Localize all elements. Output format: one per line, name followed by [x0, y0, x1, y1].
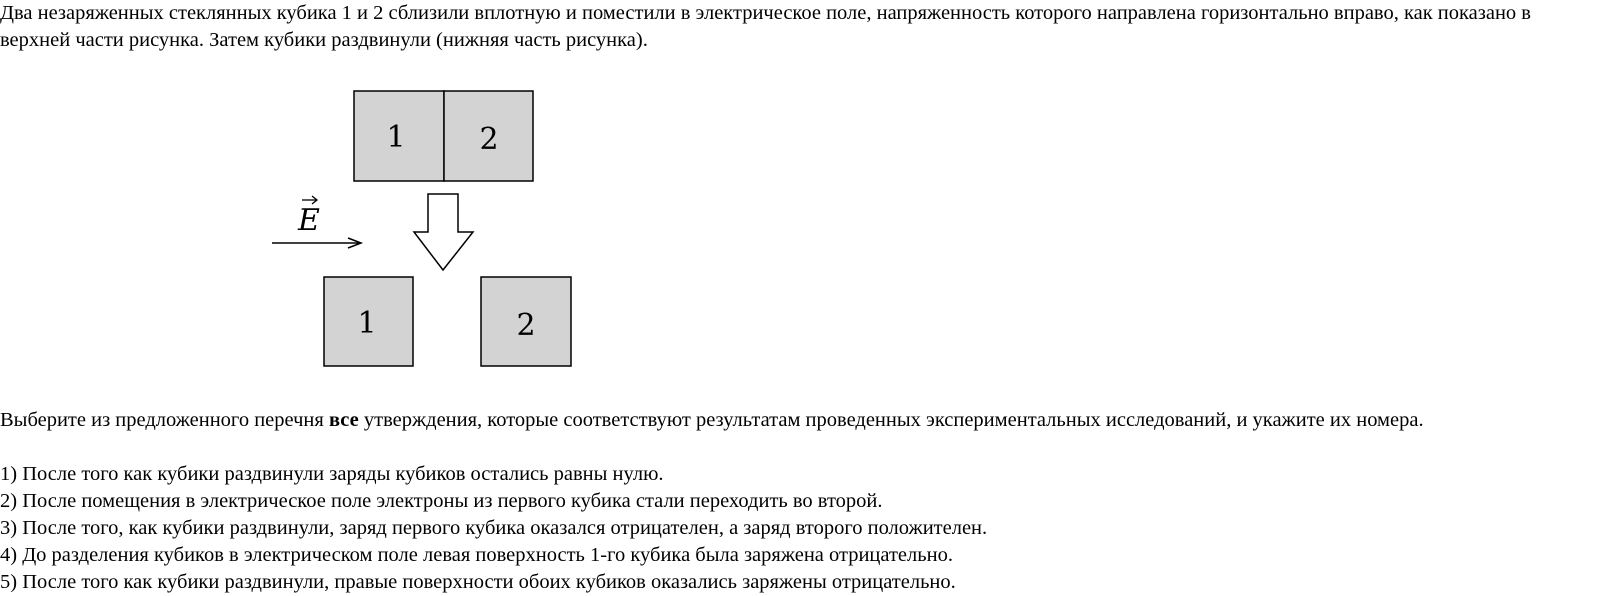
- answer-option-3: 3) После того, как кубики раздвинули, заряд первого кубика оказался отрицателен, а заряд второго положителен.: [0, 517, 988, 539]
- field-direction-arrow-icon: [272, 238, 361, 248]
- answer-option-5: 5) После того как кубики раздвинули, правые поверхности обоих кубиков оказались заряжены отрицательно.: [0, 571, 956, 593]
- separation-arrow-icon: [414, 194, 473, 270]
- answer-option-2: 2) После помещения в электрическое поле электроны из первого кубика стали переходить во второй.: [0, 490, 883, 512]
- answer-option-4: 4) До разделения кубиков в электрическом поле левая поверхность 1-го кубика была заряжена отрицательно.: [0, 544, 953, 566]
- top-cube-1-label: 1: [386, 120, 406, 155]
- bottom-cube-1-label: 1: [357, 306, 377, 341]
- question-text: [0, 407, 1601, 434]
- question-before: Выберите из предложенного перечня: [0, 409, 329, 431]
- answer-option-1: 1) После того как кубики раздвинули заряды кубиков остались равны нулю.: [0, 463, 664, 485]
- experiment-figure: [0, 82, 1601, 392]
- experiment-diagram: [0, 82, 700, 392]
- bottom-cube-2-label: 2: [516, 308, 536, 343]
- question-emphasis: все: [328, 409, 359, 431]
- bottom-cubes: [324, 277, 571, 366]
- electric-field: [272, 196, 361, 248]
- field-vector-label: E: [298, 203, 320, 238]
- top-cube-pair: [354, 91, 533, 181]
- question-after: утверждения, которые соответствуют результатам проведенных экспериментальных исследований, и укажите их номера.: [358, 409, 1424, 431]
- answer-options: [0, 461, 1601, 596]
- problem-statement: Два незаряженных стеклянных кубика 1 и 2 сблизили вплотную и поместили в электрическое поле, напряженность которого направлена горизонтально вправо, как показано в верхней части рисунка. Затем кубики раздвинули (нижняя часть рисунка).: [0, 2, 1531, 51]
- top-cube-2-label: 2: [479, 122, 499, 157]
